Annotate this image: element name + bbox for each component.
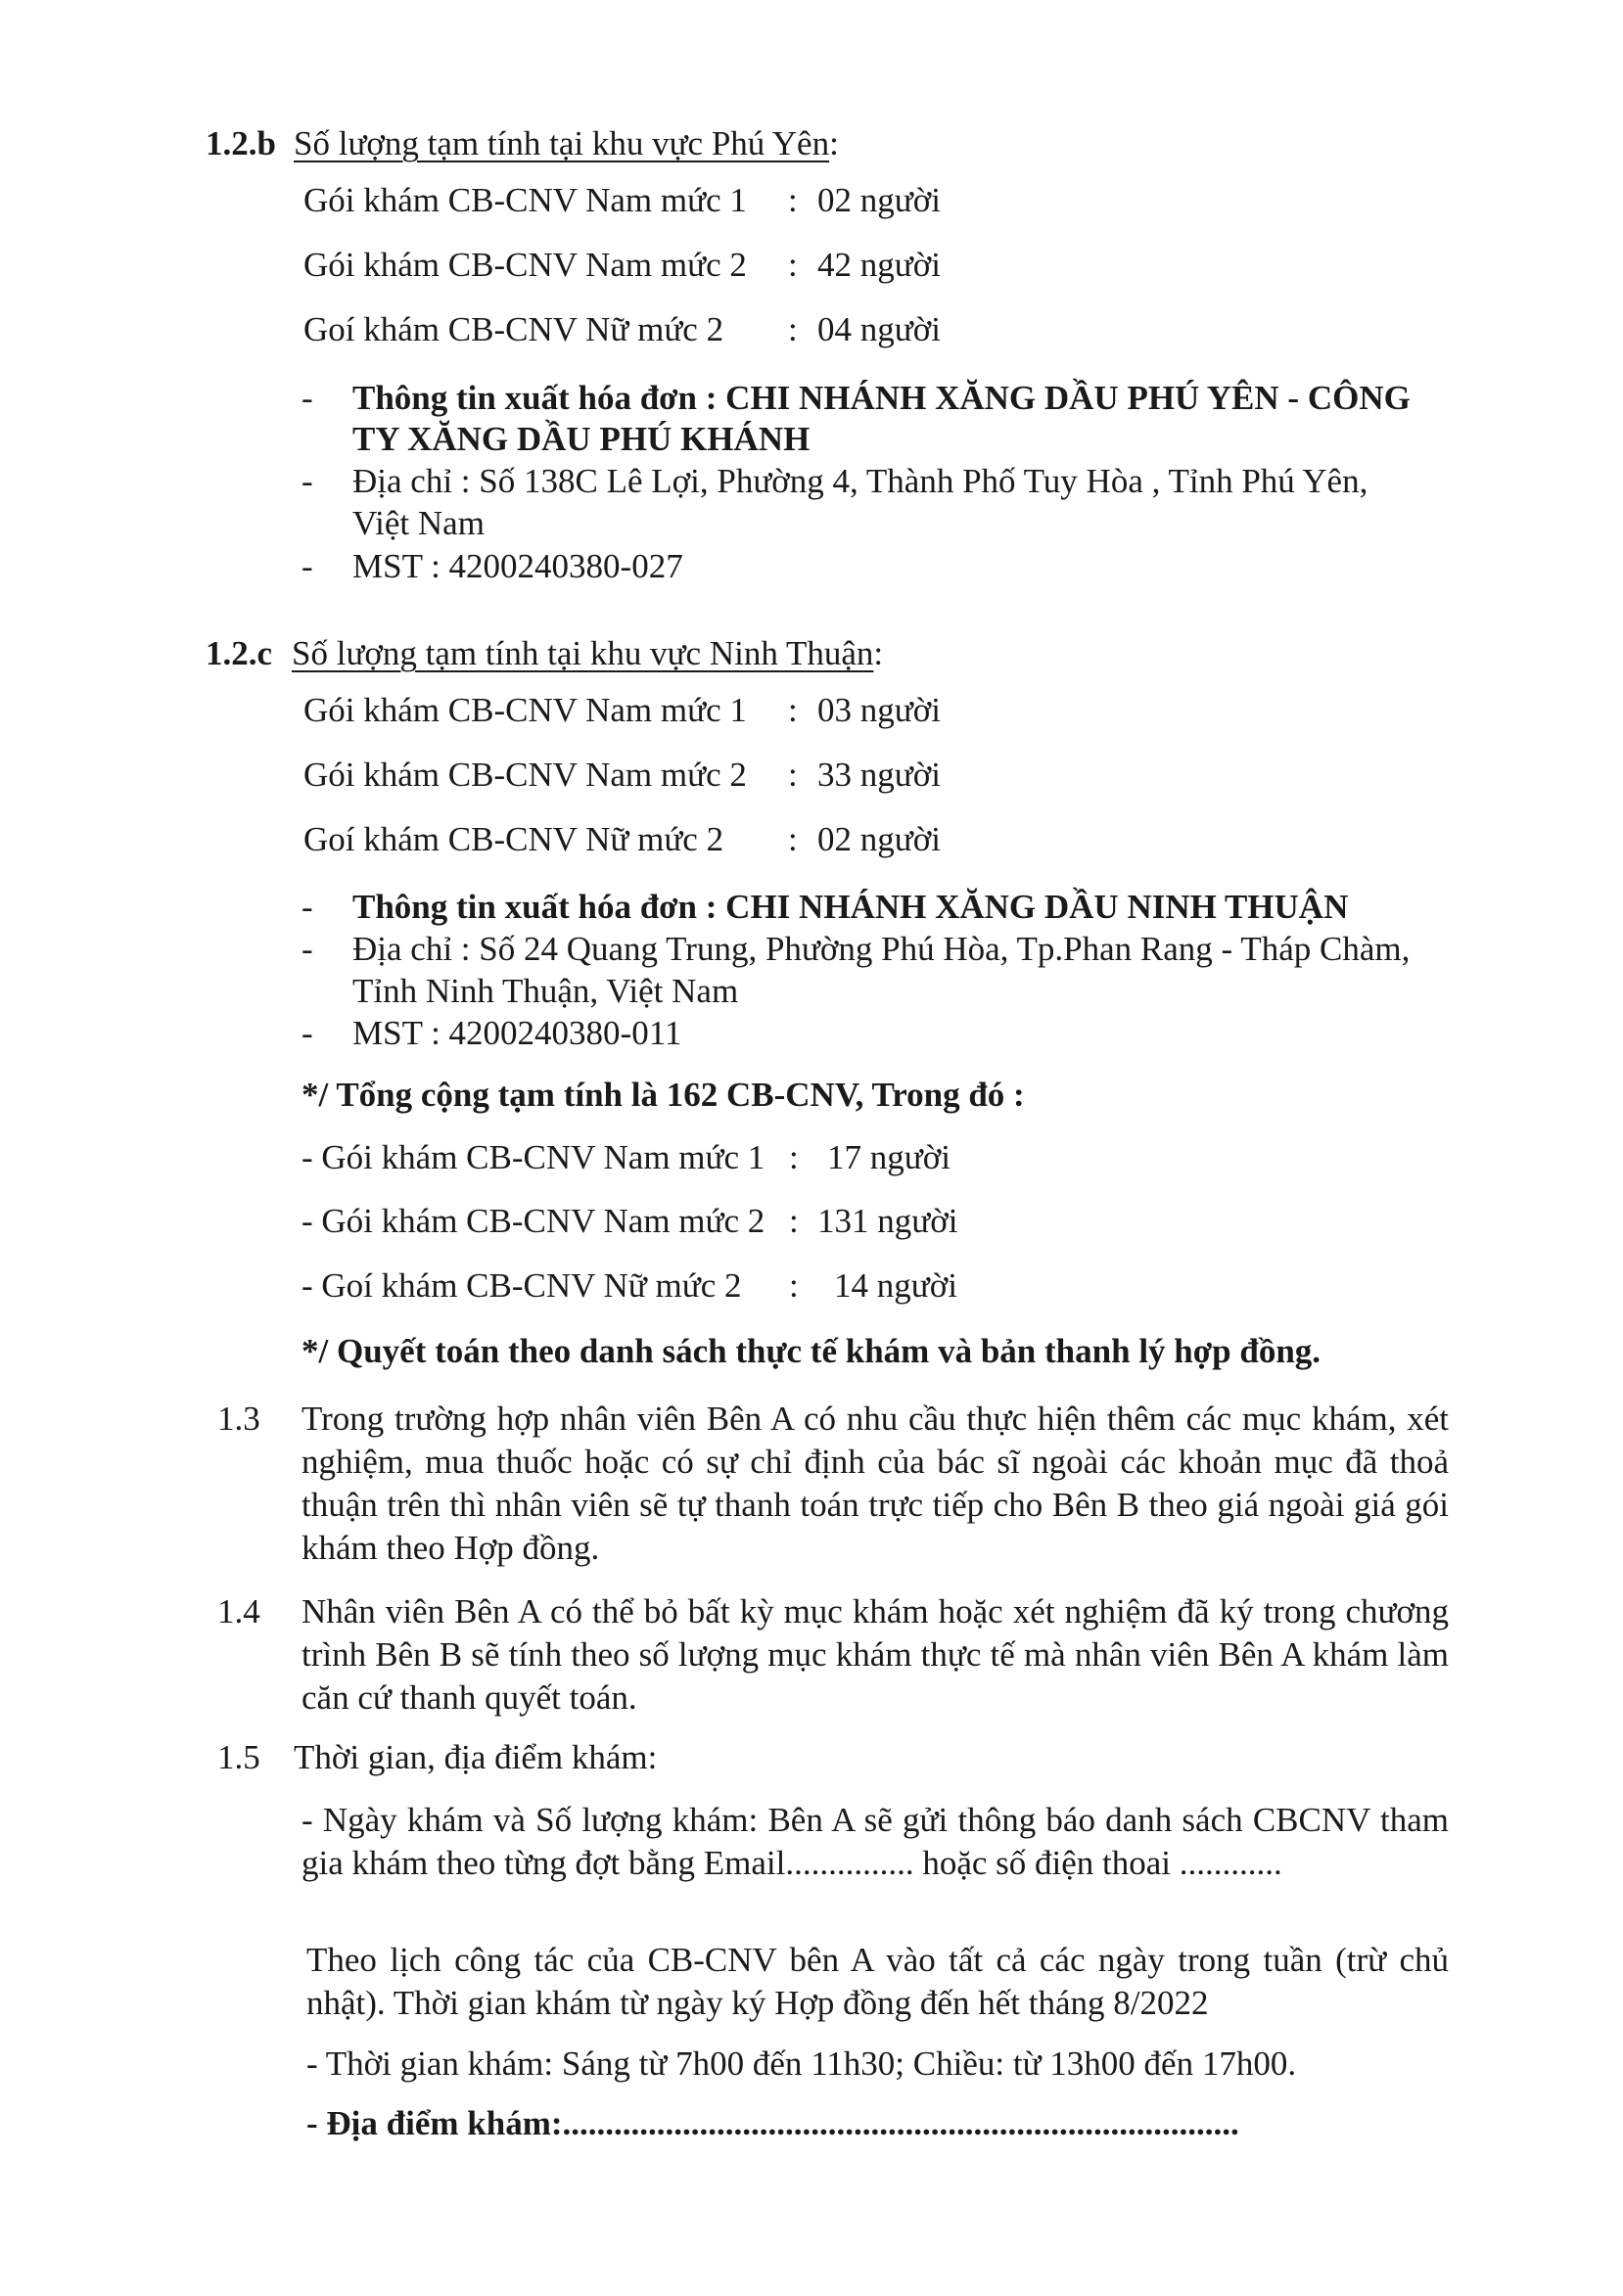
total-item-label: - Gói khám CB-CNV Nam mức 1	[301, 1138, 765, 1176]
package-colon: :	[788, 820, 798, 858]
total-heading: */ Tổng cộng tạm tính là 162 CB-CNV, Trong đó :	[301, 1076, 1025, 1114]
tax-code: MST : 4200240380-011	[352, 1014, 682, 1052]
section-title: Thời gian, địa điểm khám:	[294, 1738, 658, 1776]
package-count: 33 người	[817, 756, 941, 794]
package-colon: :	[788, 756, 798, 794]
bullet-dash: -	[301, 930, 313, 968]
bullet-dash: -	[301, 379, 313, 417]
heading-colon: :	[829, 124, 839, 162]
package-count: 03 người	[817, 691, 941, 729]
settlement-note: */ Quyết toán theo danh sách thực tế khám và bản thanh lý hợp đồng.	[301, 1332, 1322, 1370]
total-item-count: 17 người	[827, 1138, 951, 1176]
package-label: Goí khám CB-CNV Nữ mức 2	[303, 310, 724, 348]
package-count: 04 người	[817, 310, 941, 348]
schedule-paragraph: Theo lịch công tác của CB-CNV bên A vào tất cả các ngày trong tuần (trừ chủ nhật). Thời gian khám từ ngày ký Hợp đồng đến hết tháng 8/2022	[306, 1941, 1449, 2022]
invoice-info: Thông tin xuất hóa đơn : CHI NHÁNH XĂNG DẦU NINH THUẬN	[352, 888, 1349, 926]
tax-code: MST : 4200240380-027	[352, 547, 683, 585]
total-item-colon: :	[789, 1202, 799, 1240]
total-item-count: 131 người	[817, 1202, 958, 1240]
heading-title	[294, 122, 839, 165]
address: Địa chỉ : Số 138C Lê Lợi, Phường 4, Thành Phố Tuy Hòa , Tỉnh Phú Yên,	[352, 462, 1368, 500]
package-colon: :	[788, 181, 798, 219]
package-colon: :	[788, 310, 798, 348]
package-label: Gói khám CB-CNV Nam mức 1	[303, 181, 747, 219]
section-number: 1.4	[217, 1592, 260, 1630]
package-colon: :	[788, 246, 798, 284]
package-count: 02 người	[817, 820, 941, 858]
package-count: 42 người	[817, 246, 941, 284]
package-count: 02 người	[817, 181, 941, 219]
heading-title-text: Số lượng tạm tính tại khu vực Phú Yên	[294, 124, 830, 162]
address-continued: Việt Nam	[352, 504, 485, 542]
total-item-colon: :	[789, 1266, 799, 1305]
bullet-dash: -	[301, 462, 313, 500]
package-label: Goí khám CB-CNV Nữ mức 2	[303, 820, 724, 858]
total-item-label: - Gói khám CB-CNV Nam mức 2	[301, 1202, 765, 1240]
section-number: 1.5	[217, 1738, 260, 1776]
section-number: 1.3	[217, 1400, 260, 1438]
bullet-dash: -	[301, 888, 313, 926]
date-quantity-paragraph: - Ngày khám và Số lượng khám: Bên A sẽ gửi thông báo danh sách CBCNV tham gia khám theo từng đợt bằng Email............... hoặc số điện thoai ............	[301, 1801, 1449, 1882]
package-label: Gói khám CB-CNV Nam mức 2	[303, 756, 747, 794]
address: Địa chỉ : Số 24 Quang Trung, Phường Phú Hòa, Tp.Phan Rang - Tháp Chàm,	[352, 930, 1411, 968]
invoice-info-continued: TY XĂNG DẦU PHÚ KHÁNH	[352, 420, 811, 458]
total-item-label: - Goí khám CB-CNV Nữ mức 2	[301, 1266, 742, 1305]
heading-number: 1.2.c	[206, 634, 273, 672]
total-item-count: 14 người	[834, 1266, 957, 1305]
total-item-colon: :	[789, 1138, 799, 1176]
package-label: Gói khám CB-CNV Nam mức 2	[303, 246, 747, 284]
heading-number: 1.2.b	[206, 124, 276, 162]
section-paragraph: Trong trường hợp nhân viên Bên A có nhu cầu thực hiện thêm các mục khám, xét nghiệm, mua thuốc hoặc có sự chỉ định của bác sĩ ngoài các khoản mục đã thoả thuận trên thì nhân viên sẽ tự thanh toán trực tiếp cho Bên B theo giá ngoài giá gói khám theo Hợp đồng.	[301, 1400, 1449, 1567]
bullet-dash: -	[301, 1014, 313, 1052]
package-label: Gói khám CB-CNV Nam mức 1	[303, 691, 747, 729]
exam-hours: - Thời gian khám: Sáng từ 7h00 đến 11h30; Chiều: từ 13h00 đến 17h00.	[306, 2044, 1297, 2083]
exam-location: - Địa điểm khám:...............................................................................	[306, 2104, 1239, 2142]
address-continued: Tỉnh Ninh Thuận, Việt Nam	[352, 972, 739, 1010]
section-paragraph: Nhân viên Bên A có thể bỏ bất kỳ mục khám hoặc xét nghiệm đã ký trong chương trình Bên B sẽ tính theo số lượng mục khám thực tế mà nhân viên Bên A khám làm căn cứ thanh quyết toán.	[301, 1592, 1449, 1717]
bullet-dash: -	[301, 547, 313, 585]
heading-title	[292, 632, 883, 675]
package-colon: :	[788, 691, 798, 729]
invoice-info: Thông tin xuất hóa đơn : CHI NHÁNH XĂNG DẦU PHÚ YÊN - CÔNG	[352, 379, 1411, 417]
heading-colon: :	[873, 634, 884, 672]
heading-title-text: Số lượng tạm tính tại khu vực Ninh Thuận	[292, 634, 874, 672]
